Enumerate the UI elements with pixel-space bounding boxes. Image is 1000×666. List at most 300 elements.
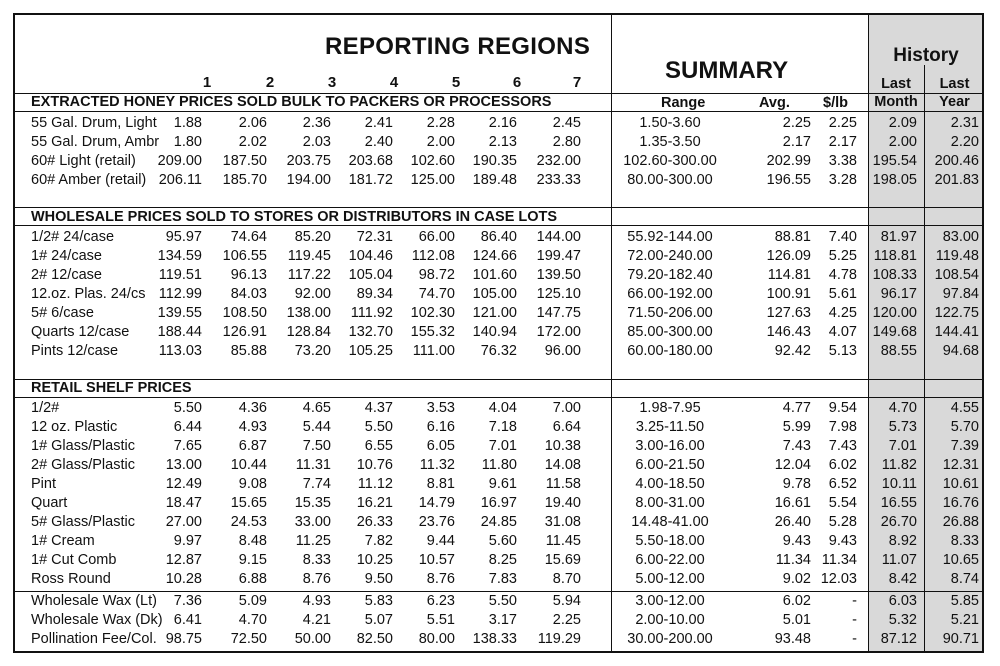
region-2-value: 72.50 <box>230 631 267 647</box>
row-label: 1# Glass/Plastic <box>31 438 135 454</box>
per-lb-value: 5.25 <box>828 248 857 264</box>
region-3-value: 117.22 <box>287 267 331 283</box>
region-7-value: 199.47 <box>536 248 581 264</box>
region-5-value: 2.00 <box>426 134 455 150</box>
region-5-value: 6.16 <box>426 419 455 435</box>
range-value: 1.50-3.60 <box>639 115 701 131</box>
avg-value: 5.99 <box>782 419 811 435</box>
row-label: Ross Round <box>31 571 111 587</box>
table-row <box>15 228 984 247</box>
region-4-value: 104.46 <box>348 248 393 264</box>
table-row <box>15 611 984 630</box>
region-1-value: 134.59 <box>157 248 202 264</box>
last-year-value: 5.70 <box>950 419 979 435</box>
region-1-value: 18.47 <box>165 495 202 511</box>
range-value: 72.00-240.00 <box>627 248 713 264</box>
table-row <box>15 342 984 361</box>
per-lb-value: 5.61 <box>828 286 857 302</box>
last-year-value: 2.31 <box>950 115 979 131</box>
region-6-value: 8.25 <box>488 552 517 568</box>
last-year-value: 10.61 <box>942 476 979 492</box>
region-5-value: 23.76 <box>418 514 455 530</box>
region-6-value: 4.04 <box>488 400 517 416</box>
region-3-value: 8.33 <box>302 552 331 568</box>
region-1-value: 7.65 <box>173 438 202 454</box>
region-1-value: 12.49 <box>165 476 202 492</box>
region-3-value: 92.00 <box>294 286 331 302</box>
range-value: 71.50-206.00 <box>627 305 713 321</box>
region-4-value: 82.50 <box>356 631 393 647</box>
last-month-value: 8.42 <box>888 571 917 587</box>
range-value: 85.00-300.00 <box>627 324 713 340</box>
section-divider <box>15 207 984 208</box>
region-3-value: 4.65 <box>302 400 331 416</box>
last-month-value: 2.09 <box>888 115 917 131</box>
region-7-value: 15.69 <box>544 552 581 568</box>
region-6-value: 5.50 <box>488 593 517 609</box>
section-header-underline <box>15 225 984 226</box>
region-4-value: 89.34 <box>356 286 393 302</box>
row-label: 1# Cut Comb <box>31 552 117 568</box>
last-year-value: 4.55 <box>950 400 979 416</box>
avg-value: 9.43 <box>782 533 811 549</box>
avg-value: 26.40 <box>774 514 811 530</box>
table-row <box>15 592 984 611</box>
range-value: 80.00-300.00 <box>627 172 713 188</box>
last-month-value: 4.70 <box>888 400 917 416</box>
region-5-value: 9.44 <box>426 533 455 549</box>
region-7-value: 7.00 <box>552 400 581 416</box>
region-1-value: 6.44 <box>173 419 202 435</box>
avg-value: 100.91 <box>766 286 811 302</box>
region-3-value: 73.20 <box>294 343 331 359</box>
last-year-value: 83.00 <box>942 229 979 245</box>
region-6-value: 7.18 <box>488 419 517 435</box>
table-row <box>15 513 984 532</box>
last-year-value: 7.39 <box>950 438 979 454</box>
last-month-value: 87.12 <box>880 631 917 647</box>
avg-value: 2.25 <box>782 115 811 131</box>
region-3-value: 4.21 <box>302 612 331 628</box>
last-month-value: 6.03 <box>888 593 917 609</box>
last-month-value: 11.82 <box>881 457 917 473</box>
region-5-value: 98.72 <box>418 267 455 283</box>
per-lb-value: 7.40 <box>828 229 857 245</box>
region-1-value: 112.99 <box>158 286 202 302</box>
avg-value: 9.78 <box>782 476 811 492</box>
region-3-value: 8.76 <box>302 571 331 587</box>
range-value: 30.00-200.00 <box>627 631 713 647</box>
last-year-header-line2: Year <box>939 94 970 110</box>
region-5-value: 74.70 <box>418 286 455 302</box>
region-7-value: 125.10 <box>536 286 581 302</box>
region-4-value: 105.04 <box>348 267 393 283</box>
region-2-value: 187.50 <box>222 153 267 169</box>
region-6-value: 24.85 <box>480 514 517 530</box>
region-5-value: 112.08 <box>411 248 455 264</box>
region-7-value: 5.94 <box>552 593 581 609</box>
region-3-value: 2.36 <box>302 115 331 131</box>
region-7-value: 8.70 <box>552 571 581 587</box>
region-2-value: 96.13 <box>230 267 267 283</box>
region-1-value: 206.11 <box>158 172 202 188</box>
region-5-value: 8.81 <box>426 476 455 492</box>
region-6-value: 121.00 <box>472 305 517 321</box>
region-6-value: 5.60 <box>488 533 517 549</box>
range-value: 4.00-18.50 <box>635 476 705 492</box>
region-2-value: 6.88 <box>238 571 267 587</box>
last-year-value: 97.84 <box>942 286 979 302</box>
region-4-value: 4.37 <box>364 400 393 416</box>
range-value: 3.00-12.00 <box>635 593 705 609</box>
region-2-value: 4.70 <box>238 612 267 628</box>
last-year-value: 108.54 <box>934 267 979 283</box>
region-5-value: 3.53 <box>426 400 455 416</box>
range-header: Range <box>661 95 706 111</box>
avg-value: 7.43 <box>782 438 811 454</box>
avg-value: 11.34 <box>775 552 811 568</box>
region-4-value: 5.07 <box>364 612 393 628</box>
table-row <box>15 133 984 152</box>
section-header-underline <box>15 397 984 398</box>
region-6-value: 190.35 <box>472 153 517 169</box>
avg-value: 9.02 <box>782 571 811 587</box>
row-label: 1/2# 24/case <box>31 229 115 245</box>
region-1-value: 139.55 <box>157 305 202 321</box>
region-4-value: 105.25 <box>348 343 393 359</box>
region-3-value: 11.25 <box>295 533 331 549</box>
region-6-value: 2.16 <box>488 115 517 131</box>
region-4-value: 10.25 <box>356 552 393 568</box>
region-2-value: 8.48 <box>238 533 267 549</box>
table-row <box>15 152 984 171</box>
per-lb-header: $/lb <box>823 95 848 111</box>
last-year-value: 201.83 <box>934 172 979 188</box>
last-year-value: 5.85 <box>950 593 979 609</box>
per-lb-value: 4.07 <box>828 324 857 340</box>
last-month-value: 16.55 <box>880 495 917 511</box>
region-6-value: 86.40 <box>480 229 517 245</box>
range-value: 8.00-31.00 <box>635 495 705 511</box>
region-3-value: 203.75 <box>286 153 331 169</box>
region-1-value: 1.80 <box>173 134 202 150</box>
region-2-value: 2.02 <box>238 134 267 150</box>
range-value: 1.98-7.95 <box>639 400 701 416</box>
region-4-value: 5.83 <box>364 593 393 609</box>
last-year-value: 10.65 <box>942 552 979 568</box>
last-month-header-line1: Last <box>881 76 911 92</box>
region-3-value: 7.50 <box>302 438 331 454</box>
region-7-value: 14.08 <box>544 457 581 473</box>
last-year-value: 122.75 <box>934 305 979 321</box>
range-value: 79.20-182.40 <box>627 267 713 283</box>
region-6-value: 140.94 <box>472 324 517 340</box>
range-value: 6.00-21.50 <box>635 457 705 473</box>
row-label: Quart <box>31 495 68 511</box>
table-row <box>15 114 984 133</box>
row-label: 1# 24/case <box>31 248 102 264</box>
per-lb-value: 9.54 <box>828 400 857 416</box>
region-6-value: 124.66 <box>472 248 517 264</box>
region-1-value: 9.97 <box>173 533 202 549</box>
region-6-value: 7.01 <box>488 438 517 454</box>
row-label: Pints 12/case <box>31 343 119 359</box>
per-lb-value: 7.43 <box>828 438 857 454</box>
per-lb-value: 3.28 <box>828 172 857 188</box>
row-label: Pollination Fee/Col. <box>31 631 157 647</box>
table-row <box>15 475 984 494</box>
avg-value: 92.42 <box>774 343 811 359</box>
avg-value: 6.02 <box>782 593 811 609</box>
price-report-table <box>13 13 984 653</box>
region-3-value: 128.84 <box>286 324 331 340</box>
per-lb-value: - <box>852 612 857 628</box>
row-label: 1/2# <box>31 400 60 416</box>
summary-title: SUMMARY <box>665 57 789 84</box>
region-number: 1 <box>202 74 212 91</box>
region-number: 2 <box>265 74 275 91</box>
last-month-value: 5.73 <box>888 419 917 435</box>
region-3-value: 4.93 <box>302 593 331 609</box>
avg-value: 127.63 <box>766 305 811 321</box>
region-7-value: 233.33 <box>536 172 581 188</box>
avg-value: 93.48 <box>774 631 811 647</box>
avg-value: 88.81 <box>774 229 811 245</box>
region-1-value: 5.50 <box>173 400 202 416</box>
region-2-value: 6.87 <box>238 438 267 454</box>
avg-value: 2.17 <box>782 134 811 150</box>
section-header-underline <box>15 111 984 112</box>
region-4-value: 10.76 <box>356 457 393 473</box>
table-row <box>15 570 984 589</box>
row-label: Wholesale Wax (Lt) <box>31 593 157 609</box>
region-7-value: 172.00 <box>536 324 581 340</box>
last-month-value: 88.55 <box>880 343 917 359</box>
region-7-value: 232.00 <box>536 153 581 169</box>
per-lb-value: 9.43 <box>828 533 857 549</box>
region-2-value: 5.09 <box>238 593 267 609</box>
region-1-value: 6.41 <box>173 612 202 628</box>
region-7-value: 2.80 <box>552 134 581 150</box>
region-1-value: 119.51 <box>158 267 202 283</box>
region-2-value: 9.08 <box>238 476 267 492</box>
per-lb-value: - <box>852 631 857 647</box>
avg-value: 196.55 <box>766 172 811 188</box>
range-value: 1.35-3.50 <box>639 134 701 150</box>
region-4-value: 11.12 <box>357 476 393 492</box>
region-2-value: 10.44 <box>230 457 267 473</box>
region-5-value: 125.00 <box>410 172 455 188</box>
region-1-value: 27.00 <box>165 514 202 530</box>
region-5-value: 10.57 <box>418 552 455 568</box>
region-5-value: 155.32 <box>410 324 455 340</box>
row-label: 60# Light (retail) <box>31 153 136 169</box>
row-label: 12.oz. Plas. 24/cs <box>31 286 146 302</box>
range-value: 3.25-11.50 <box>635 419 705 435</box>
table-row <box>15 437 984 456</box>
row-label: 60# Amber (retail) <box>31 172 147 188</box>
region-3-value: 138.00 <box>286 305 331 321</box>
section-divider <box>15 591 984 592</box>
history-title: History <box>893 45 959 66</box>
region-2-value: 106.55 <box>222 248 267 264</box>
last-year-value: 200.46 <box>934 153 979 169</box>
region-5-value: 66.00 <box>418 229 455 245</box>
region-1-value: 7.36 <box>173 593 202 609</box>
region-6-value: 7.83 <box>488 571 517 587</box>
region-7-value: 139.50 <box>536 267 581 283</box>
last-month-value: 118.81 <box>873 248 917 264</box>
region-2-value: 4.93 <box>238 419 267 435</box>
region-4-value: 72.31 <box>356 229 393 245</box>
last-month-value: 26.70 <box>880 514 917 530</box>
table-row <box>15 630 984 649</box>
last-year-value: 2.20 <box>950 134 979 150</box>
region-2-value: 24.53 <box>230 514 267 530</box>
last-month-value: 11.07 <box>881 552 917 568</box>
table-row <box>15 418 984 437</box>
page-title: REPORTING REGIONS <box>325 33 591 60</box>
table-row <box>15 171 984 190</box>
per-lb-value: 2.17 <box>828 134 857 150</box>
per-lb-value: 7.98 <box>828 419 857 435</box>
row-label: Quarts 12/case <box>31 324 130 340</box>
region-5-value: 14.79 <box>418 495 455 511</box>
region-4-value: 16.21 <box>356 495 393 511</box>
region-1-value: 13.00 <box>165 457 202 473</box>
region-6-value: 2.13 <box>488 134 517 150</box>
region-3-value: 15.35 <box>294 495 331 511</box>
last-year-value: 5.21 <box>950 612 979 628</box>
region-4-value: 132.70 <box>348 324 393 340</box>
avg-value: 5.01 <box>782 612 811 628</box>
table-row <box>15 456 984 475</box>
region-7-value: 11.58 <box>545 476 581 492</box>
per-lb-value: 11.34 <box>821 552 857 568</box>
region-6-value: 138.33 <box>472 631 517 647</box>
avg-value: 114.81 <box>767 267 811 283</box>
region-6-value: 189.48 <box>472 172 517 188</box>
region-5-value: 6.05 <box>426 438 455 454</box>
last-year-value: 119.48 <box>935 248 979 264</box>
region-4-value: 181.72 <box>348 172 393 188</box>
region-3-value: 119.45 <box>287 248 331 264</box>
region-6-value: 3.17 <box>488 612 517 628</box>
per-lb-value: - <box>852 593 857 609</box>
region-2-value: 74.64 <box>230 229 267 245</box>
region-7-value: 19.40 <box>544 495 581 511</box>
region-1-value: 95.97 <box>165 229 202 245</box>
row-label: 5# Glass/Plastic <box>31 514 135 530</box>
range-value: 102.60-300.00 <box>623 153 717 169</box>
region-7-value: 31.08 <box>544 514 581 530</box>
region-2-value: 108.50 <box>222 305 267 321</box>
range-value: 14.48-41.00 <box>631 514 709 530</box>
region-4-value: 26.33 <box>356 514 393 530</box>
region-5-value: 11.32 <box>419 457 455 473</box>
range-value: 3.00-16.00 <box>635 438 705 454</box>
avg-header: Avg. <box>759 95 790 111</box>
per-lb-value: 5.13 <box>828 343 857 359</box>
region-number: 7 <box>572 74 582 91</box>
range-value: 5.50-18.00 <box>635 533 705 549</box>
last-month-value: 2.00 <box>888 134 917 150</box>
region-6-value: 11.80 <box>481 457 517 473</box>
table-row <box>15 532 984 551</box>
region-5-value: 2.28 <box>426 115 455 131</box>
per-lb-value: 4.78 <box>828 267 857 283</box>
table-row <box>15 399 984 418</box>
region-5-value: 6.23 <box>426 593 455 609</box>
last-year-value: 8.74 <box>950 571 979 587</box>
last-year-header-line1: Last <box>939 76 970 92</box>
per-lb-value: 3.38 <box>828 153 857 169</box>
region-number: 3 <box>327 74 337 91</box>
region-1-value: 12.87 <box>165 552 202 568</box>
last-month-value: 7.01 <box>888 438 917 454</box>
last-year-value: 90.71 <box>942 631 979 647</box>
region-1-value: 1.88 <box>173 115 202 131</box>
region-5-value: 102.60 <box>410 153 455 169</box>
region-7-value: 10.38 <box>544 438 581 454</box>
row-label: 2# Glass/Plastic <box>31 457 135 473</box>
region-number: 5 <box>451 74 461 91</box>
avg-value: 126.09 <box>766 248 811 264</box>
section-title: EXTRACTED HONEY PRICES SOLD BULK TO PACKERS OR PROCESSORS <box>31 94 552 110</box>
range-value: 55.92-144.00 <box>627 229 713 245</box>
region-5-value: 111.00 <box>412 343 455 359</box>
region-7-value: 6.64 <box>552 419 581 435</box>
region-1-value: 10.28 <box>165 571 202 587</box>
row-label: 2# 12/case <box>31 267 102 283</box>
region-1-value: 188.44 <box>157 324 202 340</box>
per-lb-value: 5.54 <box>828 495 857 511</box>
region-2-value: 185.70 <box>222 172 267 188</box>
region-3-value: 194.00 <box>286 172 331 188</box>
region-3-value: 7.74 <box>302 476 331 492</box>
region-2-value: 9.15 <box>238 552 267 568</box>
last-month-value: 195.54 <box>872 153 917 169</box>
region-2-value: 126.91 <box>222 324 267 340</box>
region-3-value: 33.00 <box>294 514 331 530</box>
region-5-value: 5.51 <box>426 612 455 628</box>
range-value: 5.00-12.00 <box>635 571 705 587</box>
region-1-value: 209.00 <box>157 153 202 169</box>
last-year-value: 12.31 <box>942 457 979 473</box>
region-6-value: 105.00 <box>472 286 517 302</box>
region-4-value: 6.55 <box>364 438 393 454</box>
last-month-value: 8.92 <box>888 533 917 549</box>
region-7-value: 2.45 <box>552 115 581 131</box>
row-label: 55 Gal. Drum, Ambr <box>31 134 160 150</box>
section-title: WHOLESALE PRICES SOLD TO STORES OR DISTRIBUTORS IN CASE LOTS <box>31 209 558 225</box>
region-2-value: 4.36 <box>238 400 267 416</box>
row-label: 55 Gal. Drum, Light <box>31 115 157 131</box>
last-month-value: 198.05 <box>872 172 917 188</box>
region-5-value: 80.00 <box>418 631 455 647</box>
last-month-value: 5.32 <box>888 612 917 628</box>
table-row <box>15 285 984 304</box>
avg-value: 202.99 <box>766 153 811 169</box>
row-label: 1# Cream <box>31 533 95 549</box>
region-5-value: 8.76 <box>426 571 455 587</box>
last-month-value: 120.00 <box>872 305 917 321</box>
region-2-value: 84.03 <box>230 286 267 302</box>
per-lb-value: 5.28 <box>828 514 857 530</box>
avg-value: 146.43 <box>766 324 811 340</box>
region-2-value: 15.65 <box>230 495 267 511</box>
region-6-value: 16.97 <box>480 495 517 511</box>
